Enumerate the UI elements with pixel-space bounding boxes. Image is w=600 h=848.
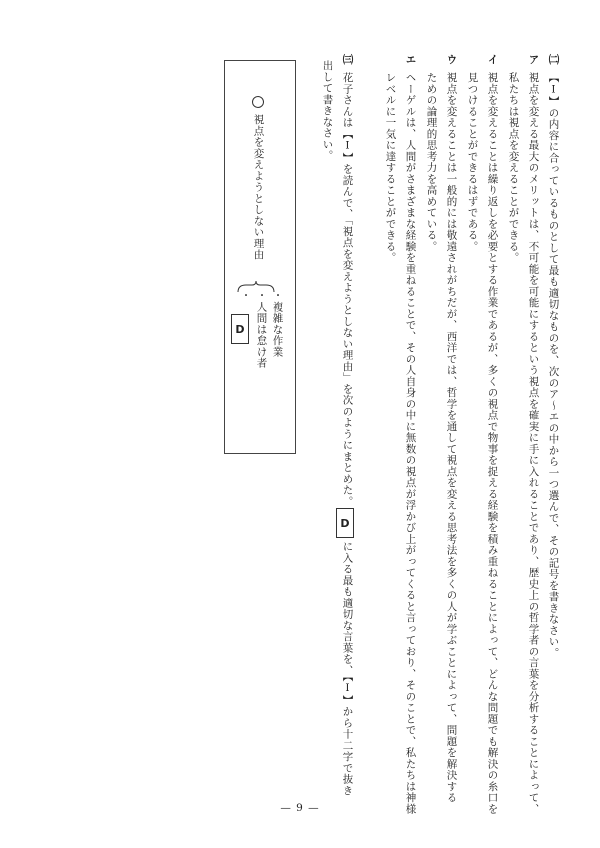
q2-option-c-line1: 視点を変えることは一般的には敬遠されがちだが、西洋では、哲学を通して視点を変える思考法を多くの人が学ぶことによって、問題を解決する bbox=[445, 72, 458, 804]
q3-number: ㈢ bbox=[341, 54, 354, 66]
q2-option-d-mark: エ bbox=[404, 54, 417, 66]
summary-item-1: ・複雑な作業 bbox=[271, 290, 284, 358]
page-number: — 9 — bbox=[280, 802, 320, 814]
q2-option-a-mark: ア bbox=[527, 54, 540, 66]
q2-option-d-line2: レベルに一気に達することができる。 bbox=[384, 72, 397, 264]
q2-option-b-mark: イ bbox=[486, 54, 499, 66]
q3-line1-a: 花子さんは【Ⅰ】を読んで、「視点を変えようとしない理由」を次のようにまとめた。 bbox=[341, 72, 354, 507]
q2-option-d-line1: ヘーゲルは、人間がさまざまな経験を重ねることで、その人自身の中に無数の視点が浮かび上がってくると言っており、そのことで、私たちは神様 bbox=[404, 72, 417, 815]
q3-blank-d: D bbox=[336, 508, 354, 538]
summary-box-title: 視点を変えようとしない理由 bbox=[252, 114, 265, 261]
summary-item-2: ・人間は怠け者 bbox=[255, 290, 268, 369]
q2-prompt: 【Ⅰ】の内容に合っているものとして最も適切なものを、次のア～エの中から一つ選んで、その記号を書きなさい。 bbox=[547, 72, 560, 659]
q2-option-b-line1: 視点を変えることは繰り返しを必要とする作業であるが、多くの視点で物事を捉える経験を積み重ねることによって、どんな問題でも解決の糸口を bbox=[486, 72, 499, 815]
summary-blank-d: D bbox=[231, 314, 249, 344]
circle-bullet-icon bbox=[252, 96, 264, 108]
q2-number: ㈡ bbox=[547, 54, 560, 66]
q2-option-c-line2: ための論理的思考力を高めている。 bbox=[425, 72, 438, 252]
q2-option-c-mark: ウ bbox=[445, 54, 458, 66]
summary-item-3: ・ bbox=[239, 290, 252, 302]
q2-option-a-line2: 私たちは視点を変えることができる。 bbox=[507, 72, 520, 264]
q3-line2: 出して書きなさい。 bbox=[321, 60, 334, 162]
q3-line1-b: に入る最も適切な言葉を、【Ⅰ】から十二字で抜き bbox=[341, 541, 354, 796]
q2-option-b-line2: 見つけることができるはずである。 bbox=[466, 72, 479, 252]
q2-option-a-line1: 視点を変える最大のメリットは、不可能を可能にするという視点を確実に手に入れることであり、歴史上の哲学者の言葉を分析することによって、 bbox=[527, 72, 540, 815]
